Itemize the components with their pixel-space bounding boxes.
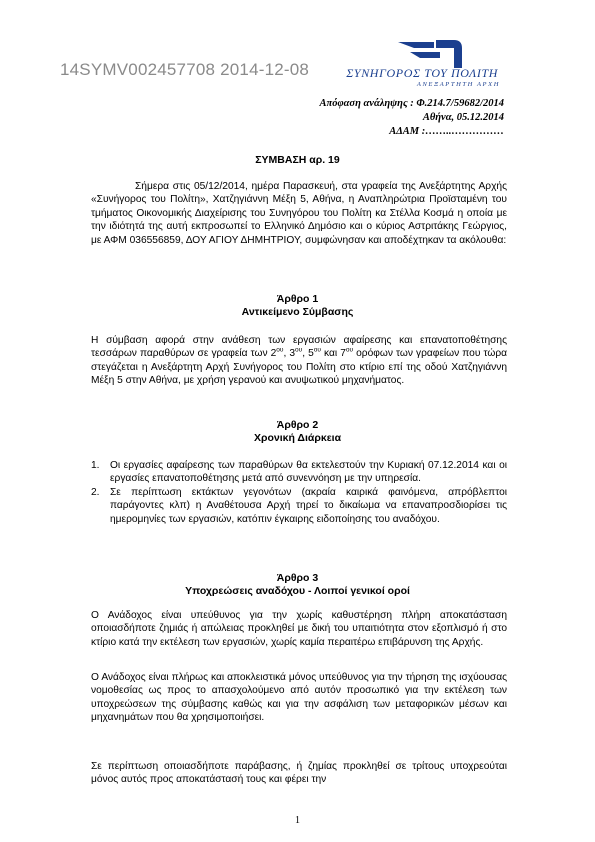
article-1-sep-3: και 7 (320, 348, 346, 360)
article-2-list (91, 459, 507, 526)
intro-paragraph: Σήμερα στις 05/12/2014, ημέρα Παρασκευή, στα γραφεία της Ανεξάρτητης Αρχής «Συνήγορος του Πολίτη», Χατζηγιάννη Μέξη 5, Αθήνα, η Αναπληρώτρια Προϊσταμένη του τμήματος Οικονομικής Διαχείρισης του Συνηγόρου του Πολίτη κα Στέλλα Κοσμά η οποία με την ιδιότητά της αυτή εκπροσωπεί το Ελληνικό Δημόσιο και ο κύριος Αστριτάκης Γεώργιος, με ΑΦΜ 036556859, ΔΟΥ ΑΓΙΟΥ ΔΗΜΗΤΡΙΟΥ, συμφώνησαν και αποδέχτηκαν τα ακόλουθα: (91, 181, 507, 246)
article-3-paragraph-3: Σε περίπτωση οποιασδήποτε παράβασης, ή ζημίας προκληθεί σε τρίτους υποχρεούται μόνος αυτός προς αποκατάστασή τους και φέρει την (91, 761, 507, 786)
logo-name: ΣΥΝΗΓΟΡΟΣ ΤΟΥ ΠΟΛΙΤΗ (346, 66, 498, 80)
page-number: 1 (295, 815, 300, 826)
list-item-number: 1. (91, 460, 100, 471)
article-3-paragraph-1: Ο Ανάδοχος είναι υπεύθυνος για την χωρίς καθυστέρηση πλήρη αποκατάσταση οποιασδήποτε ζημιάς ή απώλειας προκληθεί με δική του υπαιτιότητα στον εξοπλισμό ή στο κτίριο κατά την εκτέλεση των εργασιών, χωρίς καμία περαιτέρω επιβάρυνση της Αρχής. (91, 610, 507, 648)
article-1-text-a: Η σύμβαση αφορά στην ανάθεση των εργασιών αφαίρεσης και επανατοποθέτησης τεσσάρων παραθύρων σε γραφεία των 2 (91, 335, 507, 360)
article-1-text (91, 334, 507, 388)
list-item-text: Σε περίπτωση εκτάκτων γεγονότων (ακραία καιρικά φαινόμενα, απρόβλεπτοι παράγοντες κλπ) η Αναθέτουσα Αρχή τηρεί το δικαίωμα να επαναπροσδιορίσει τις ημερομηνίες των εργασιών, κατόπιν έγκαιρης ειδοποίησης του αναδόχου. (110, 486, 507, 525)
floor-ordinal-3: ου (313, 347, 321, 355)
list-item-number: 2. (91, 486, 100, 498)
list-item (91, 459, 507, 486)
article-3-number: Άρθρο 3 (276, 572, 319, 584)
article-1-sep-1: , 3 (283, 348, 296, 360)
article-1-number: Άρθρο 1 (276, 293, 319, 305)
article-1-title: Αντικείμενο Σύμβασης (241, 306, 354, 318)
article-3-paragraph-2: Ο Ανάδοχος είναι πλήρως και αποκλειστικά μόνος υπεύθυνος για την τήρηση της ισχύουσας νομοθεσίας ως προς το απασχολούμενο από αυτόν προσωπικό για την εκτέλεση των υποχρεώσεων της σύμβασης καθώς και για την ασφάλιση των μεταφορικών μέσων και μηχανημάτων που θα χρησιμοποιήσει. (91, 672, 507, 724)
adam-reference: ΑΔΑΜ :……..…………… (389, 126, 504, 137)
article-1-sep-2: , 5 (302, 348, 314, 360)
article-3-title: Υποχρεώσεις αναδόχου - Λοιποί γενικοί οροί (185, 585, 410, 597)
article-2-title: Χρονική Διάρκεια (253, 432, 342, 444)
list-item (91, 486, 507, 526)
article-1-text-b: ορόφων των γραφείων που τώρα στεγάζεται η Ανεξάρτητη Αρχή Συνήγορος του Πολίτη στο κτίριο επί της οδού Χατζηγιάννη Μέξη 5 στην Αθήνα, με χρήση γερανού και ανυψωτικού μηχανήματος. (91, 348, 508, 387)
decision-reference: Απόφαση ανάληψης : Φ.214.7/59682/2014 (319, 98, 504, 109)
article-2-number: Άρθρο 2 (276, 419, 319, 431)
list-item-text: Οι εργασίες αφαίρεσης των παραθύρων θα εκτελεστούν την Κυριακή 07.12.2014 και οι εργασίες επανατοποθέτησης μετά από συνεννόηση με την υπηρεσία. (110, 460, 507, 485)
floor-ordinal-1: ου (276, 347, 284, 355)
contract-title: ΣΥΜΒΑΣΗ αρ. 19 (255, 154, 340, 166)
logo-subtitle: ΑΝΕΞΑΡΤΗΤΗ ΑΡΧΗ (416, 81, 500, 88)
floor-ordinal-2: ου (295, 347, 303, 355)
floor-ordinal-4: ου (345, 347, 354, 355)
document-watermark: 14SYMV002457708 2014-12-08 (60, 60, 310, 79)
place-date: Αθήνα, 05.12.2014 (422, 112, 504, 123)
